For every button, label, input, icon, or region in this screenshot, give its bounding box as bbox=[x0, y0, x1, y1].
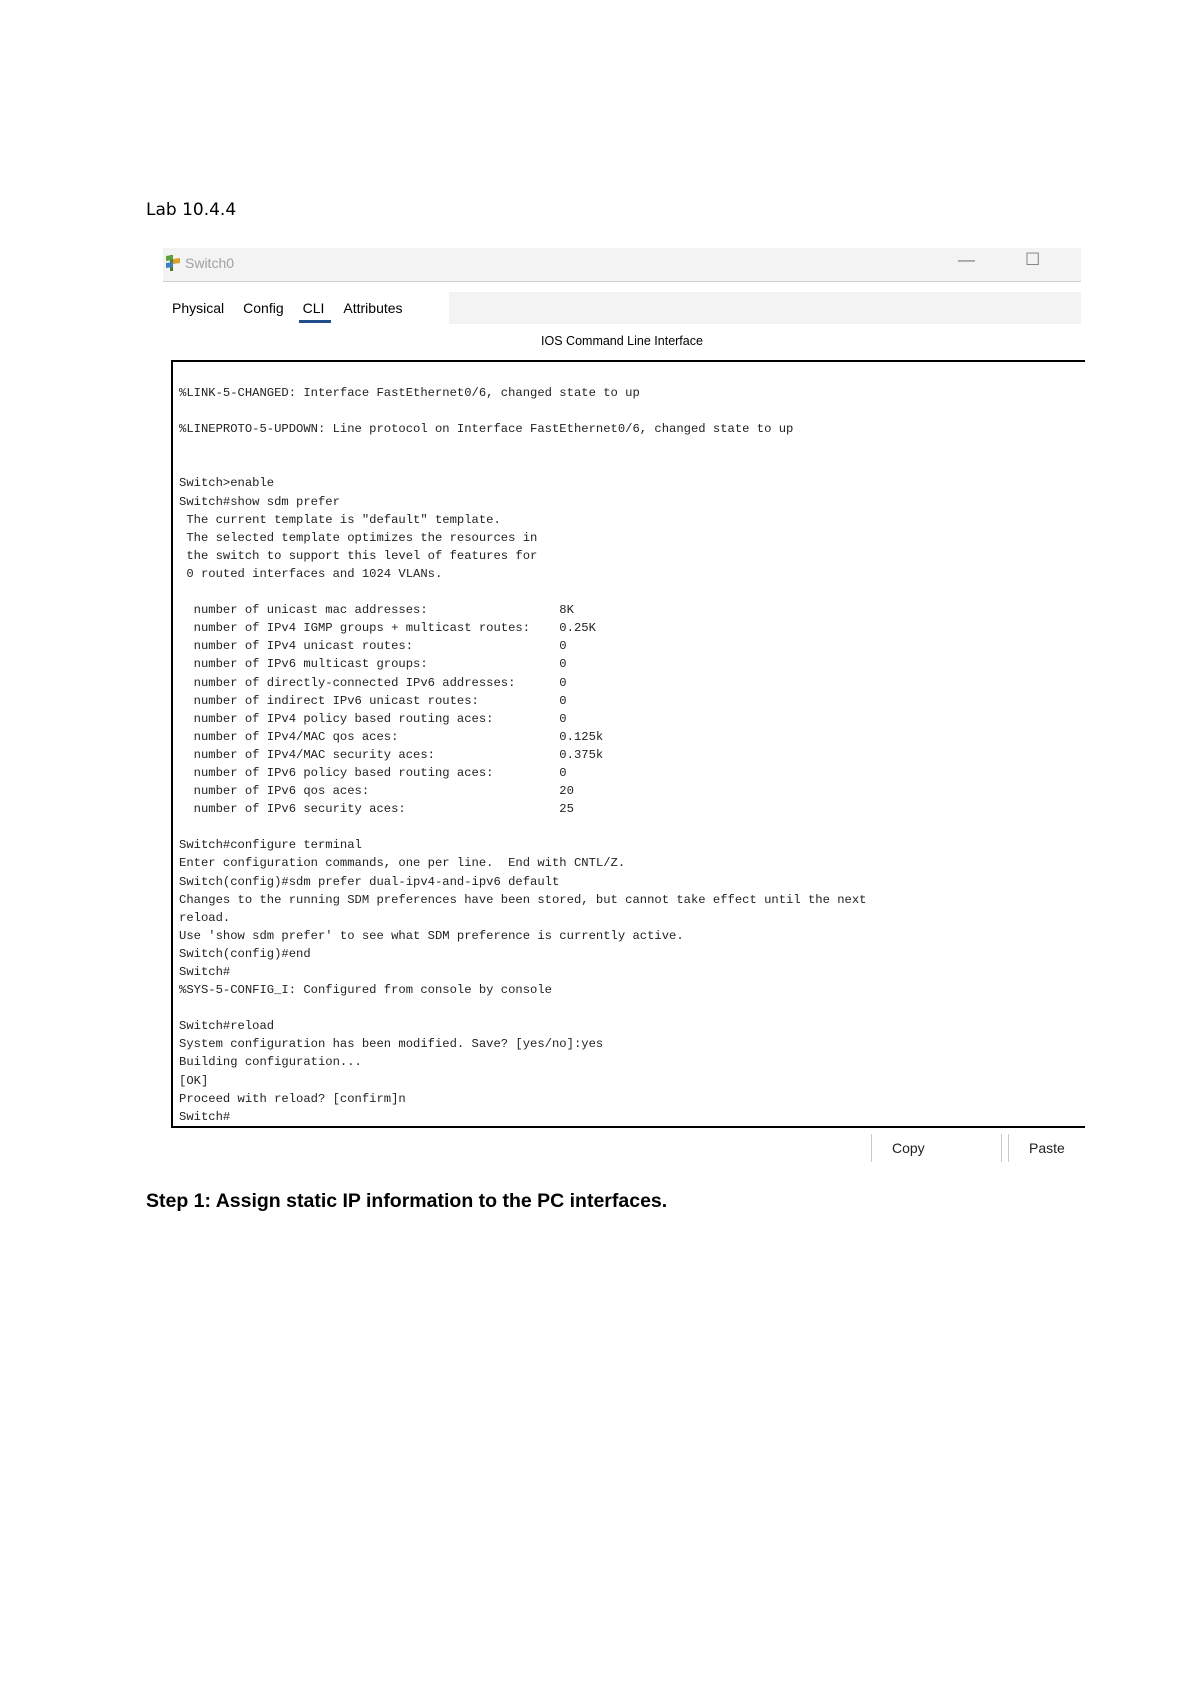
paste-button[interactable]: Paste bbox=[1029, 1140, 1065, 1156]
tab-physical[interactable]: Physical bbox=[172, 300, 225, 316]
tab-bar bbox=[163, 292, 1081, 324]
packet-tracer-switch-icon bbox=[164, 253, 182, 273]
maximize-button[interactable]: ☐ bbox=[1025, 250, 1041, 269]
tab-row bbox=[163, 292, 449, 324]
cli-terminal[interactable] bbox=[171, 360, 1085, 1128]
step-heading: Step 1: Assign static IP information to the PC interfaces. bbox=[146, 1190, 668, 1212]
button-separator bbox=[871, 1134, 872, 1162]
document-title: Lab 10.4.4 bbox=[146, 200, 237, 220]
window-title: Switch0 bbox=[185, 255, 235, 271]
window-titlebar[interactable] bbox=[163, 248, 1081, 282]
minimize-button[interactable]: — bbox=[958, 250, 975, 269]
button-separator bbox=[1008, 1134, 1009, 1162]
copy-button[interactable]: Copy bbox=[892, 1140, 925, 1156]
tab-attributes[interactable]: Attributes bbox=[343, 300, 403, 316]
cli-header: IOS Command Line Interface bbox=[541, 334, 703, 348]
button-separator bbox=[1001, 1134, 1002, 1162]
terminal-output[interactable]: %LINK-5-CHANGED: Interface FastEthernet0/6, changed state to up %LINEPROTO-5-UPDOWN: Line protocol on Interface FastEthernet0/6, changed state to up Switch>enable Switch#show sdm prefer The current template is "default" template. The selected template optimizes the resources in the switch to support this level of features for 0 routed interfaces and 1024 VLANs. number of unicast mac addresses: 8K number of IPv4 IGMP groups + multicast routes: 0.25K number of IPv4 unicast routes: 0 number of IPv6 multicast groups: 0 number of directly-connected IPv6 addresses: 0 number of indirect IPv6 unicast routes: 0 number of IPv4 policy based routing aces: 0 number of IPv4/MAC qos aces: 0.125k number of IPv4/MAC security aces: 0.375k number of IPv6 policy based routing aces: 0 number of IPv6 qos aces: 20 number of IPv6 security aces: 25 Switch#configure terminal Enter configuration commands, one per line. End with CNTL/Z. Switch(config)#sdm prefer dual-ipv4-and-ipv6 default Changes to the running SDM preferences have been stored, but cannot take effect until the next reload. Use 'show sdm prefer' to see what SDM preference is currently active. Switch(config)#end Switch# %SYS-5-CONFIG_I: Configured from console by console Switch#reload System configuration has been modified. Save? [yes/no]:yes Building configuration... [OK] Proceed with reload? [confirm]n Switch# bbox=[179, 386, 867, 1124]
tab-cli[interactable]: CLI bbox=[294, 292, 335, 324]
cli-button-bar bbox=[163, 1132, 1081, 1164]
switch-window bbox=[163, 248, 1081, 1168]
tab-config[interactable]: Config bbox=[243, 300, 284, 316]
